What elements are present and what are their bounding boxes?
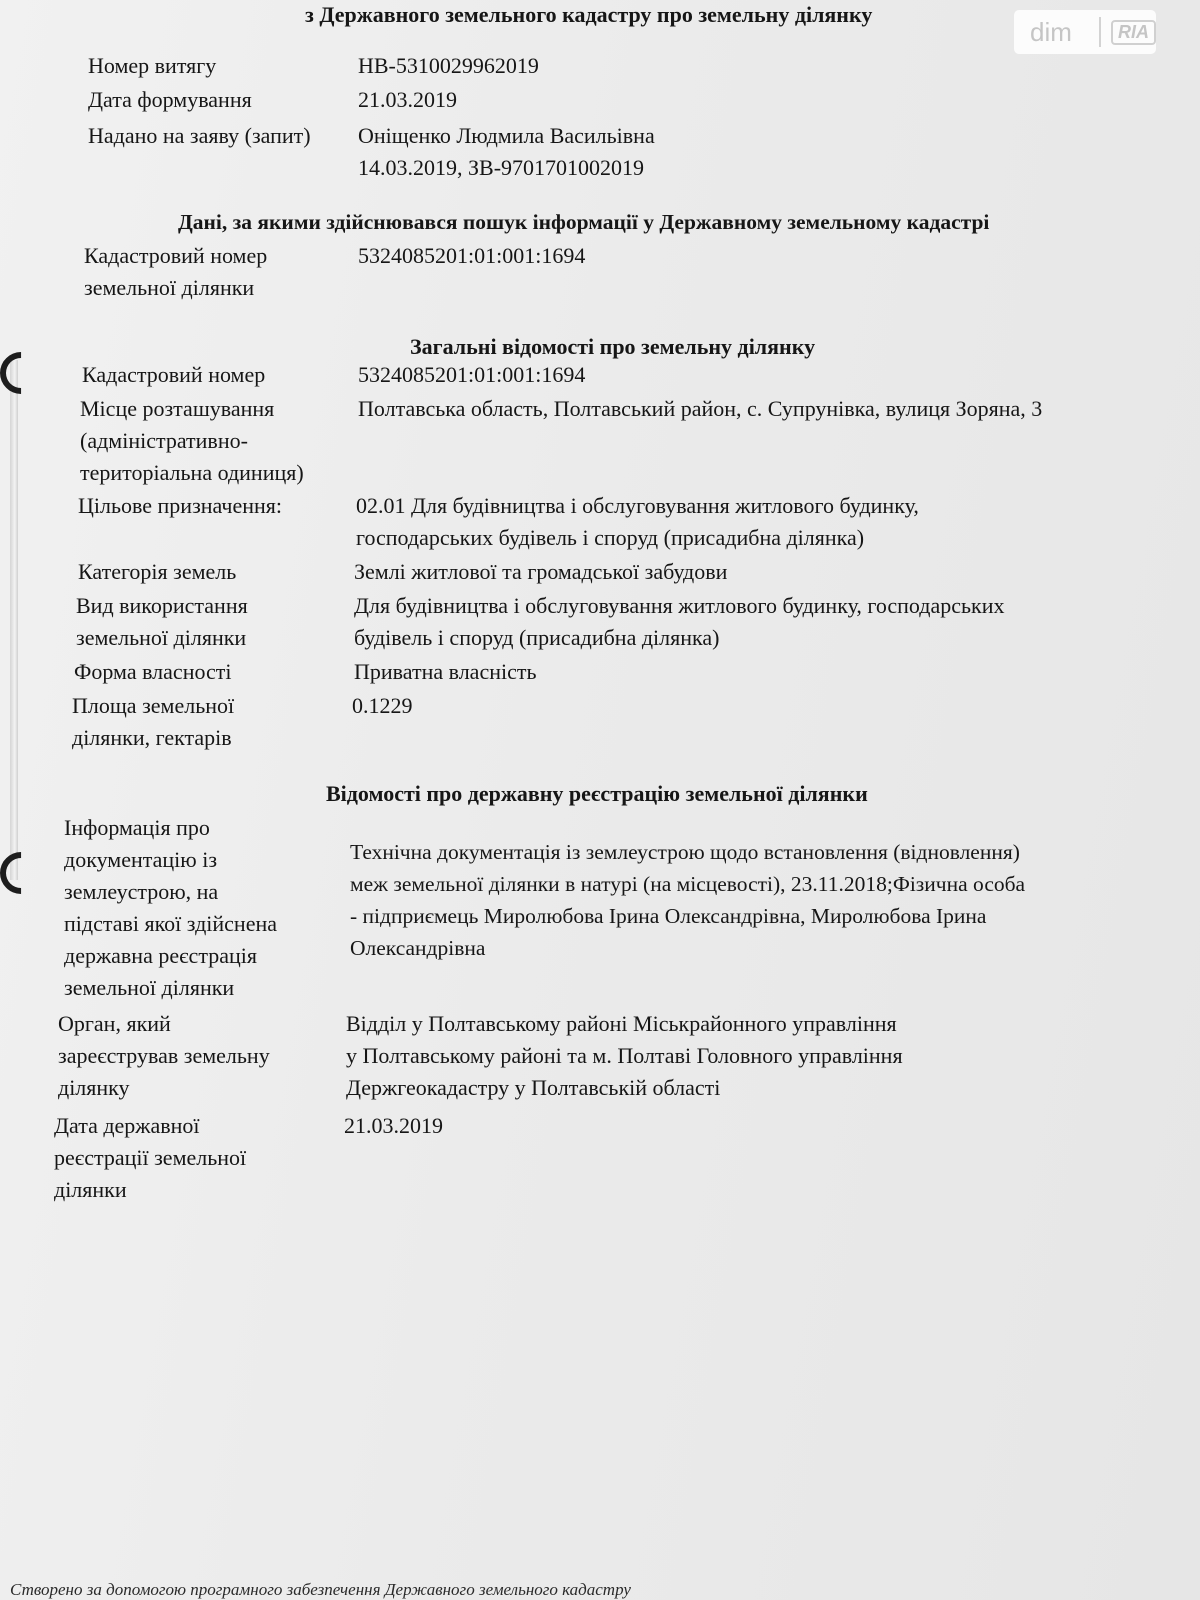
field-value: 21.03.2019 — [344, 1113, 443, 1138]
field-label: Орган, який зареєстрував земельну ділянку — [58, 1011, 270, 1100]
field-request — [88, 120, 1168, 186]
field-label: Цільове призначення: — [78, 493, 283, 518]
field-value: 5324085201:01:001:1694 — [358, 243, 586, 268]
binding-edge — [10, 360, 18, 880]
field-extract-number — [88, 50, 1168, 82]
field-registrar — [58, 1008, 1158, 1104]
field-label: Кадастровий номер — [82, 362, 266, 387]
section-title-registration: Відомості про державну реєстрацію земельної ділянки — [326, 781, 868, 806]
punch-hole-bottom — [0, 843, 51, 902]
watermark-text: dim — [1030, 16, 1072, 47]
field-label: Категорія земель — [78, 559, 237, 584]
section-title-search: Дані, за якими здійснювався пошук інформації у Державному земельному кадастрі — [178, 210, 990, 234]
field-ownership — [74, 656, 1174, 688]
field-label: Інформація про документацію із землеустрою, на підставі якої здійснена державна реєстрація земельної ділянки — [64, 815, 278, 1000]
field-value: НВ-5310029962019 — [358, 53, 539, 78]
field-area — [72, 690, 1172, 754]
punch-hole-top — [0, 343, 51, 402]
field-formation-date — [88, 84, 1168, 116]
field-value: 5324085201:01:001:1694 — [358, 362, 586, 387]
section-title-general: Загальні відомості про земельну ділянку — [410, 334, 816, 359]
field-cadastral-number — [82, 359, 1182, 391]
field-value: 21.03.2019 — [358, 87, 457, 112]
field-documentation — [64, 812, 1189, 1004]
field-value: Технічна документація із землеустрою щодо встановлення (відновлення) меж земельної ділянки в натурі (на місцевості), 23.11.2018;Фізична особа - підприємець Миролюбова Ірина Олександрівна, Миролюбова Ірина Олександрівна — [350, 840, 1026, 960]
field-label: Номер витягу — [88, 53, 217, 78]
field-label: Кадастровий номер земельної ділянки — [84, 243, 268, 300]
document-title: з Державного земельного кадастру про земельну ділянку — [305, 2, 873, 27]
watermark-divider — [1099, 17, 1101, 47]
field-label: Надано на заяву (запит) — [88, 123, 311, 148]
watermark-badge: RIA — [1111, 20, 1156, 45]
field-label: Місце розташування (адміністративно- територіальна одиниця) — [80, 396, 304, 485]
field-value: Приватна власність — [354, 659, 537, 684]
watermark-logo — [1014, 10, 1156, 54]
field-search-cadastral — [84, 240, 1164, 304]
field-label: Дата формування — [88, 87, 252, 112]
field-value: 02.01 Для будівництва і обслуговування житлового будинку, господарських будівель і споруд (присадибна ділянка) — [356, 493, 919, 550]
field-value: Полтавська область, Полтавський район, с. Супрунівка, вулиця Зоряна, 3 — [358, 396, 1043, 421]
field-location — [80, 393, 1185, 489]
document-footer: Створено за допомогою програмного забезпечення Державного земельного кадастру — [10, 1580, 631, 1599]
field-usage-type — [76, 590, 1176, 654]
field-purpose — [78, 490, 1178, 554]
field-label: Форма власності — [74, 659, 232, 684]
field-label: Вид використання земельної ділянки — [76, 593, 248, 650]
field-label: Дата державної реєстрації земельної ділянки — [54, 1113, 247, 1202]
field-label: Площа земельної ділянки, гектарів — [72, 693, 235, 750]
field-value: 0.1229 — [352, 693, 413, 718]
field-value: Відділ у Полтавському районі Міськрайонного управління у Полтавському районі та м. Полтаві Головного управління Держгеокадастру у Полтавській області — [346, 1011, 903, 1100]
field-value: Для будівництва і обслуговування житлового будинку, господарських будівель і споруд (присадибна ділянка) — [354, 593, 1005, 650]
field-land-category — [78, 556, 1178, 588]
field-value: Оніщенко Людмила Васильівна 14.03.2019, ЗВ-9701701002019 — [358, 123, 655, 180]
field-value: Землі житлової та громадської забудови — [354, 559, 728, 584]
field-registration-date — [54, 1110, 1154, 1206]
